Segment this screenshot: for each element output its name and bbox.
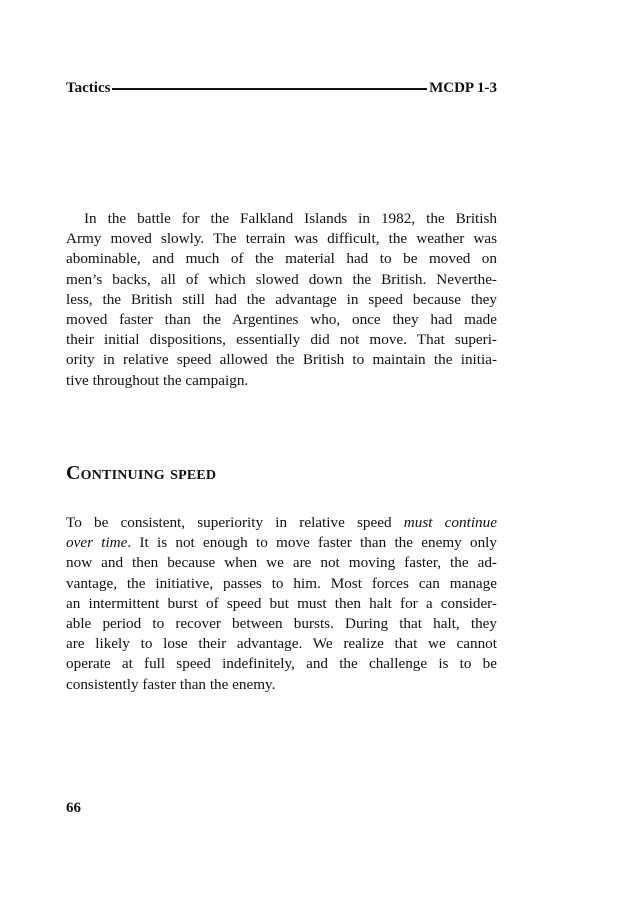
paragraph-continuing-speed [66, 513, 497, 695]
page-number: 66 [66, 800, 81, 816]
running-header [66, 78, 497, 98]
paragraph-line [66, 533, 497, 553]
header-rule [112, 88, 427, 90]
paragraph-line [66, 513, 497, 533]
paragraph-line: In the battle for the Falkland Islands in 1982, the British [84, 210, 497, 227]
section-heading: Continuing speed [66, 462, 217, 484]
paragraph-line: their initial dispositions, essentially did not move. That superi- [66, 331, 497, 349]
paragraph-line: abominable, and much of the material had to be moved on [66, 250, 497, 268]
paragraph-line: moved faster than the Argentines who, once they had made [66, 311, 497, 329]
paragraph-line: operate at full speed indefinitely, and the challenge is to be [66, 655, 497, 673]
emphasis-text: must continue [403, 514, 497, 531]
paragraph-line: men’s backs, all of which slowed down the British. Neverthe- [66, 270, 497, 288]
paragraph-line: consistently faster than the enemy. [66, 675, 276, 693]
paragraph-text: . It is not enough to move faster than the enemy only [127, 534, 497, 552]
paragraph-line: able period to recover between bursts. During that halt, they [66, 615, 497, 633]
paragraph-line: Army moved slowly. The terrain was difficult, the weather was [66, 230, 497, 248]
paragraph-line: now and then because when we are not moving faster, the ad- [66, 554, 497, 572]
emphasis-text: over time [66, 534, 128, 552]
header-publication-id: MCDP 1-3 [429, 79, 497, 96]
paragraph-line: tive throughout the campaign. [66, 371, 249, 389]
paragraph-line: vantage, the initiative, passes to him. Most forces can manage [66, 574, 497, 592]
paragraph-line: ority in relative speed allowed the British to maintain the initia- [66, 351, 497, 369]
paragraph-text: To be consistent, superiority in relative speed [66, 514, 404, 531]
paragraph-falklands [66, 209, 497, 391]
paragraph-line: an intermittent burst of speed but must then halt for a consider- [66, 594, 497, 612]
paragraph-line: are likely to lose their advantage. We realize that we cannot [66, 635, 497, 653]
header-section-title: Tactics [66, 79, 111, 96]
paragraph-line: less, the British still had the advantage in speed because they [66, 290, 497, 308]
